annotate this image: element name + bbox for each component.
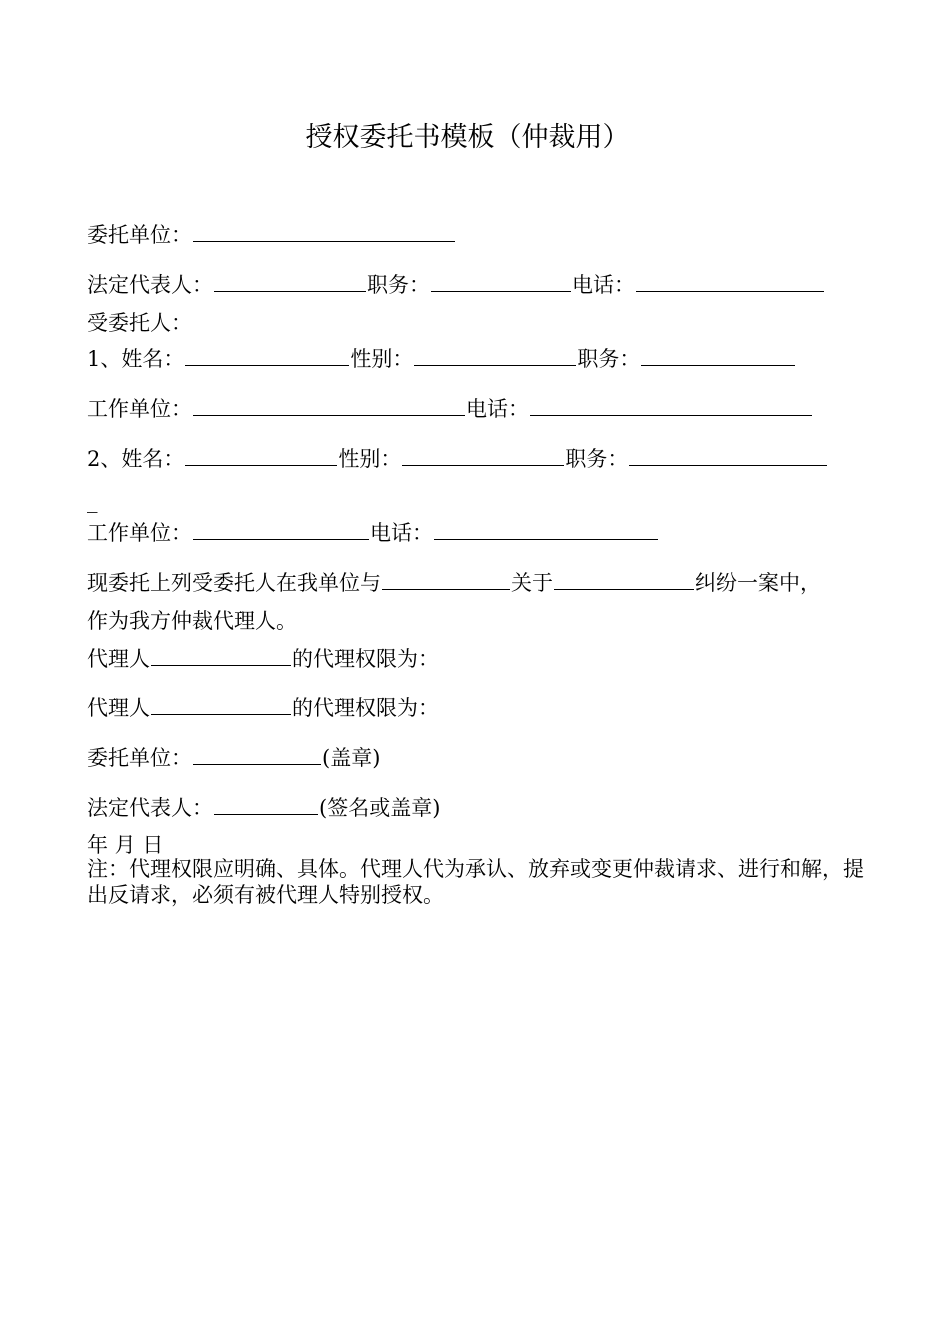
agent1-name-label: 1、姓名： <box>87 347 185 371</box>
agent1-gender-blank[interactable] <box>414 344 576 366</box>
legal-rep-phone-blank[interactable] <box>636 270 824 292</box>
legal-rep-label: 法定代表人： <box>87 273 213 297</box>
agent1-name-blank[interactable] <box>185 344 349 366</box>
agent2-gender-label: 性别： <box>338 447 402 471</box>
legal-rep-blank[interactable] <box>214 270 366 292</box>
signature-suffix: (签名或盖章) <box>319 796 441 820</box>
authority2-prefix: 代理人 <box>87 696 150 720</box>
agent1-work-line <box>87 394 813 424</box>
legal-rep-position-label: 职务： <box>367 273 430 297</box>
authority2-line <box>87 693 439 723</box>
authority1-suffix: 的代理权限为： <box>292 647 439 671</box>
counterparty-blank[interactable] <box>382 568 510 590</box>
agent2-unit-blank[interactable] <box>193 518 369 540</box>
agent1-gender-label: 性别： <box>350 347 414 371</box>
agent2-position-label: 职务： <box>565 447 629 471</box>
delegation-line-1 <box>87 568 821 598</box>
legal-rep-phone-label: 电话： <box>572 273 635 297</box>
delegation-text-3: 纠纷一案中， <box>695 571 821 595</box>
agent2-unit-label: 工作单位： <box>87 521 192 545</box>
authority1-agent-blank[interactable] <box>151 644 291 666</box>
document-title: 授权委托书模板（仲裁用） <box>305 122 630 153</box>
seal-suffix: (盖章) <box>322 746 381 770</box>
agent2-phone-label: 电话： <box>370 521 433 545</box>
signature-blank[interactable] <box>214 793 318 815</box>
authority2-agent-blank[interactable] <box>151 693 291 715</box>
agent1-unit-blank[interactable] <box>193 394 465 416</box>
principal-unit-label: 委托单位： <box>87 223 192 247</box>
agent2-work-line <box>87 518 659 548</box>
agent2-line <box>87 444 828 474</box>
agent2-phone-blank[interactable] <box>434 518 658 540</box>
dispute-subject-blank[interactable] <box>554 568 694 590</box>
agent2-name-blank[interactable] <box>185 444 337 466</box>
delegation-line-2: 作为我方仲裁代理人。 <box>87 609 297 633</box>
agent2-gender-blank[interactable] <box>402 444 564 466</box>
authority1-line <box>87 644 439 674</box>
signature-line <box>87 793 440 823</box>
agent1-phone-blank[interactable] <box>530 394 812 416</box>
signature-label: 法定代表人： <box>87 796 213 820</box>
agent1-unit-label: 工作单位： <box>87 397 192 421</box>
date-line: 年 月 日 <box>87 833 164 857</box>
seal-blank[interactable] <box>193 743 321 765</box>
agent2-name-label: 2、姓名： <box>87 447 185 471</box>
legal-rep-position-blank[interactable] <box>431 270 571 292</box>
agent1-line <box>87 344 796 374</box>
agent1-phone-label: 电话： <box>466 397 529 421</box>
authority1-prefix: 代理人 <box>87 647 150 671</box>
delegation-text-2: 关于 <box>511 571 553 595</box>
principal-unit-line <box>87 220 456 250</box>
agent1-position-blank[interactable] <box>641 344 795 366</box>
footnote: 注：代理权限应明确、具体。代理人代为承认、放弃或变更仲裁请求、进行和解，提出反请求，必须有被代理人特别授权。 <box>87 857 864 907</box>
agent2-position-blank[interactable] <box>629 444 827 466</box>
authority2-suffix: 的代理权限为： <box>292 696 439 720</box>
agent1-position-label: 职务： <box>577 347 641 371</box>
seal-line <box>87 743 380 773</box>
delegation-text-1: 现委托上列受委托人在我单位与 <box>87 571 381 595</box>
agent2-overflow-mark: _ <box>87 489 98 513</box>
seal-label: 委托单位： <box>87 746 192 770</box>
principal-unit-blank[interactable] <box>193 220 455 242</box>
legal-rep-line <box>87 270 825 300</box>
agents-heading: 受委托人： <box>87 311 192 335</box>
